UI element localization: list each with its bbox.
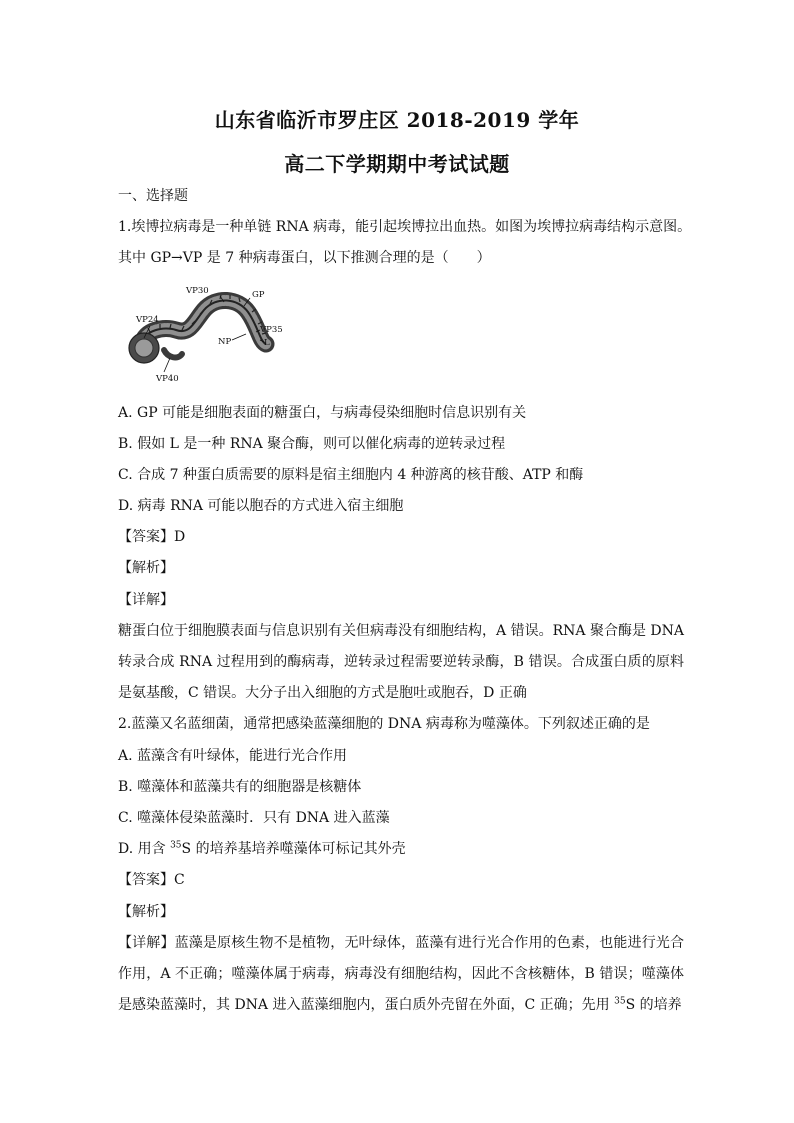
q2-option-d-suffix: S 的培养基培养噬藻体可标记其外壳 <box>181 841 406 857</box>
label-vp24: VP24 <box>136 315 159 325</box>
label-vp35: VP35 <box>260 325 283 335</box>
q1-detail-line2: 转录合成 RNA 过程用到的酶病毒，逆转录过程需要逆转录酶，B 错误。合成蛋白质的原料 <box>118 654 684 670</box>
ebola-virus-diagram <box>120 282 300 390</box>
q2-detail-line3-text: 是感染蓝藻时，其 DNA 进入蓝藻细胞内，蛋白质外壳留在外面，C 正确；先用 <box>118 997 615 1013</box>
q1-detail-line1: 糖蛋白位于细胞膜表面与信息识别有关但病毒没有细胞结构，A 错误。RNA 聚合酶是 DNA <box>118 623 684 639</box>
virus-tail-shape <box>164 350 182 357</box>
q1-analysis-label: 【解析】 <box>118 560 174 576</box>
q1-option-c: C. 合成 7 种蛋白质需要的原料是宿主细胞内 4 种游离的核苷酸、ATP 和酶 <box>118 467 584 483</box>
q1-option-a: A. GP 可能是细胞表面的糖蛋白，与病毒侵染细胞时信息识别有关 <box>118 405 527 421</box>
label-l: L <box>264 338 270 348</box>
virus-head-inner-shape <box>135 339 153 357</box>
q2-analysis-label: 【解析】 <box>118 904 174 920</box>
q2-option-d-prefix: D. 用含 <box>118 841 171 857</box>
q2-answer: 【答案】C <box>118 872 185 888</box>
document-title-line1: 山东省临沂市罗庄区 2018-2019 学年 <box>214 108 580 132</box>
document-title-line2: 高二下学期期中考试试题 <box>284 152 510 176</box>
q2-detail-line2: 作用，A 不正确；噬藻体属于病毒，病毒没有细胞结构，因此不含核糖体，B 错误；噬藻体 <box>118 966 684 982</box>
np-pointer <box>232 334 246 340</box>
q2-option-c: C. 噬藻体侵染蓝藻时．只有 DNA 进入蓝藻 <box>118 810 390 826</box>
vp40-pointer <box>164 358 170 372</box>
q2-detail-line1: 【详解】蓝藻是原核生物不是植物，无叶绿体，蓝藻有进行光合作用的色素，也能进行光合 <box>118 935 684 951</box>
label-gp: GP <box>252 290 265 300</box>
q2-option-a: A. 蓝藻含有叶绿体，能进行光合作用 <box>118 748 348 764</box>
q2-option-b: B. 噬藻体和蓝藻共有的细胞器是核糖体 <box>118 779 362 795</box>
q1-detail-line3: 是氨基酸，C 错误。大分子出入细胞的方式是胞吐或胞吞，D 正确 <box>118 685 527 701</box>
q1-answer: 【答案】D <box>118 529 186 545</box>
q2-detail-line3-suffix: S 的培养 <box>625 997 682 1013</box>
q1-option-b: B. 假如 L 是一种 RNA 聚合酶，则可以催化病毒的逆转录过程 <box>118 436 506 452</box>
q1-detail-label: 【详解】 <box>118 592 174 608</box>
q2-option-d <box>118 839 684 859</box>
q2-option-d-sup: 35 <box>170 840 182 851</box>
label-vp30: VP30 <box>186 286 209 296</box>
ebola-virus-svg <box>120 282 300 390</box>
q1-option-d: D. 病毒 RNA 可能以胞吞的方式进入宿主细胞 <box>118 498 404 514</box>
q1-stem-line2: 其中 GP→VP 是 7 种病毒蛋白，以下推测合理的是（ ） <box>118 250 491 266</box>
label-vp40: VP40 <box>156 374 179 384</box>
q2-detail-line3-sup: 35 <box>614 996 626 1007</box>
q1-stem-line1: 1.埃博拉病毒是一种单链 RNA 病毒，能引起埃博拉出血热。如图为埃博拉病毒结构示意图。 <box>118 219 692 235</box>
label-np: NP <box>218 337 232 347</box>
q2-stem: 2.蓝藻又名蓝细菌，通常把感染蓝藻细胞的 DNA 病毒称为噬藻体。下列叙述正确的是 <box>118 716 650 732</box>
q2-detail-line3 <box>118 995 684 1015</box>
section-label: 一、选择题 <box>118 188 188 204</box>
